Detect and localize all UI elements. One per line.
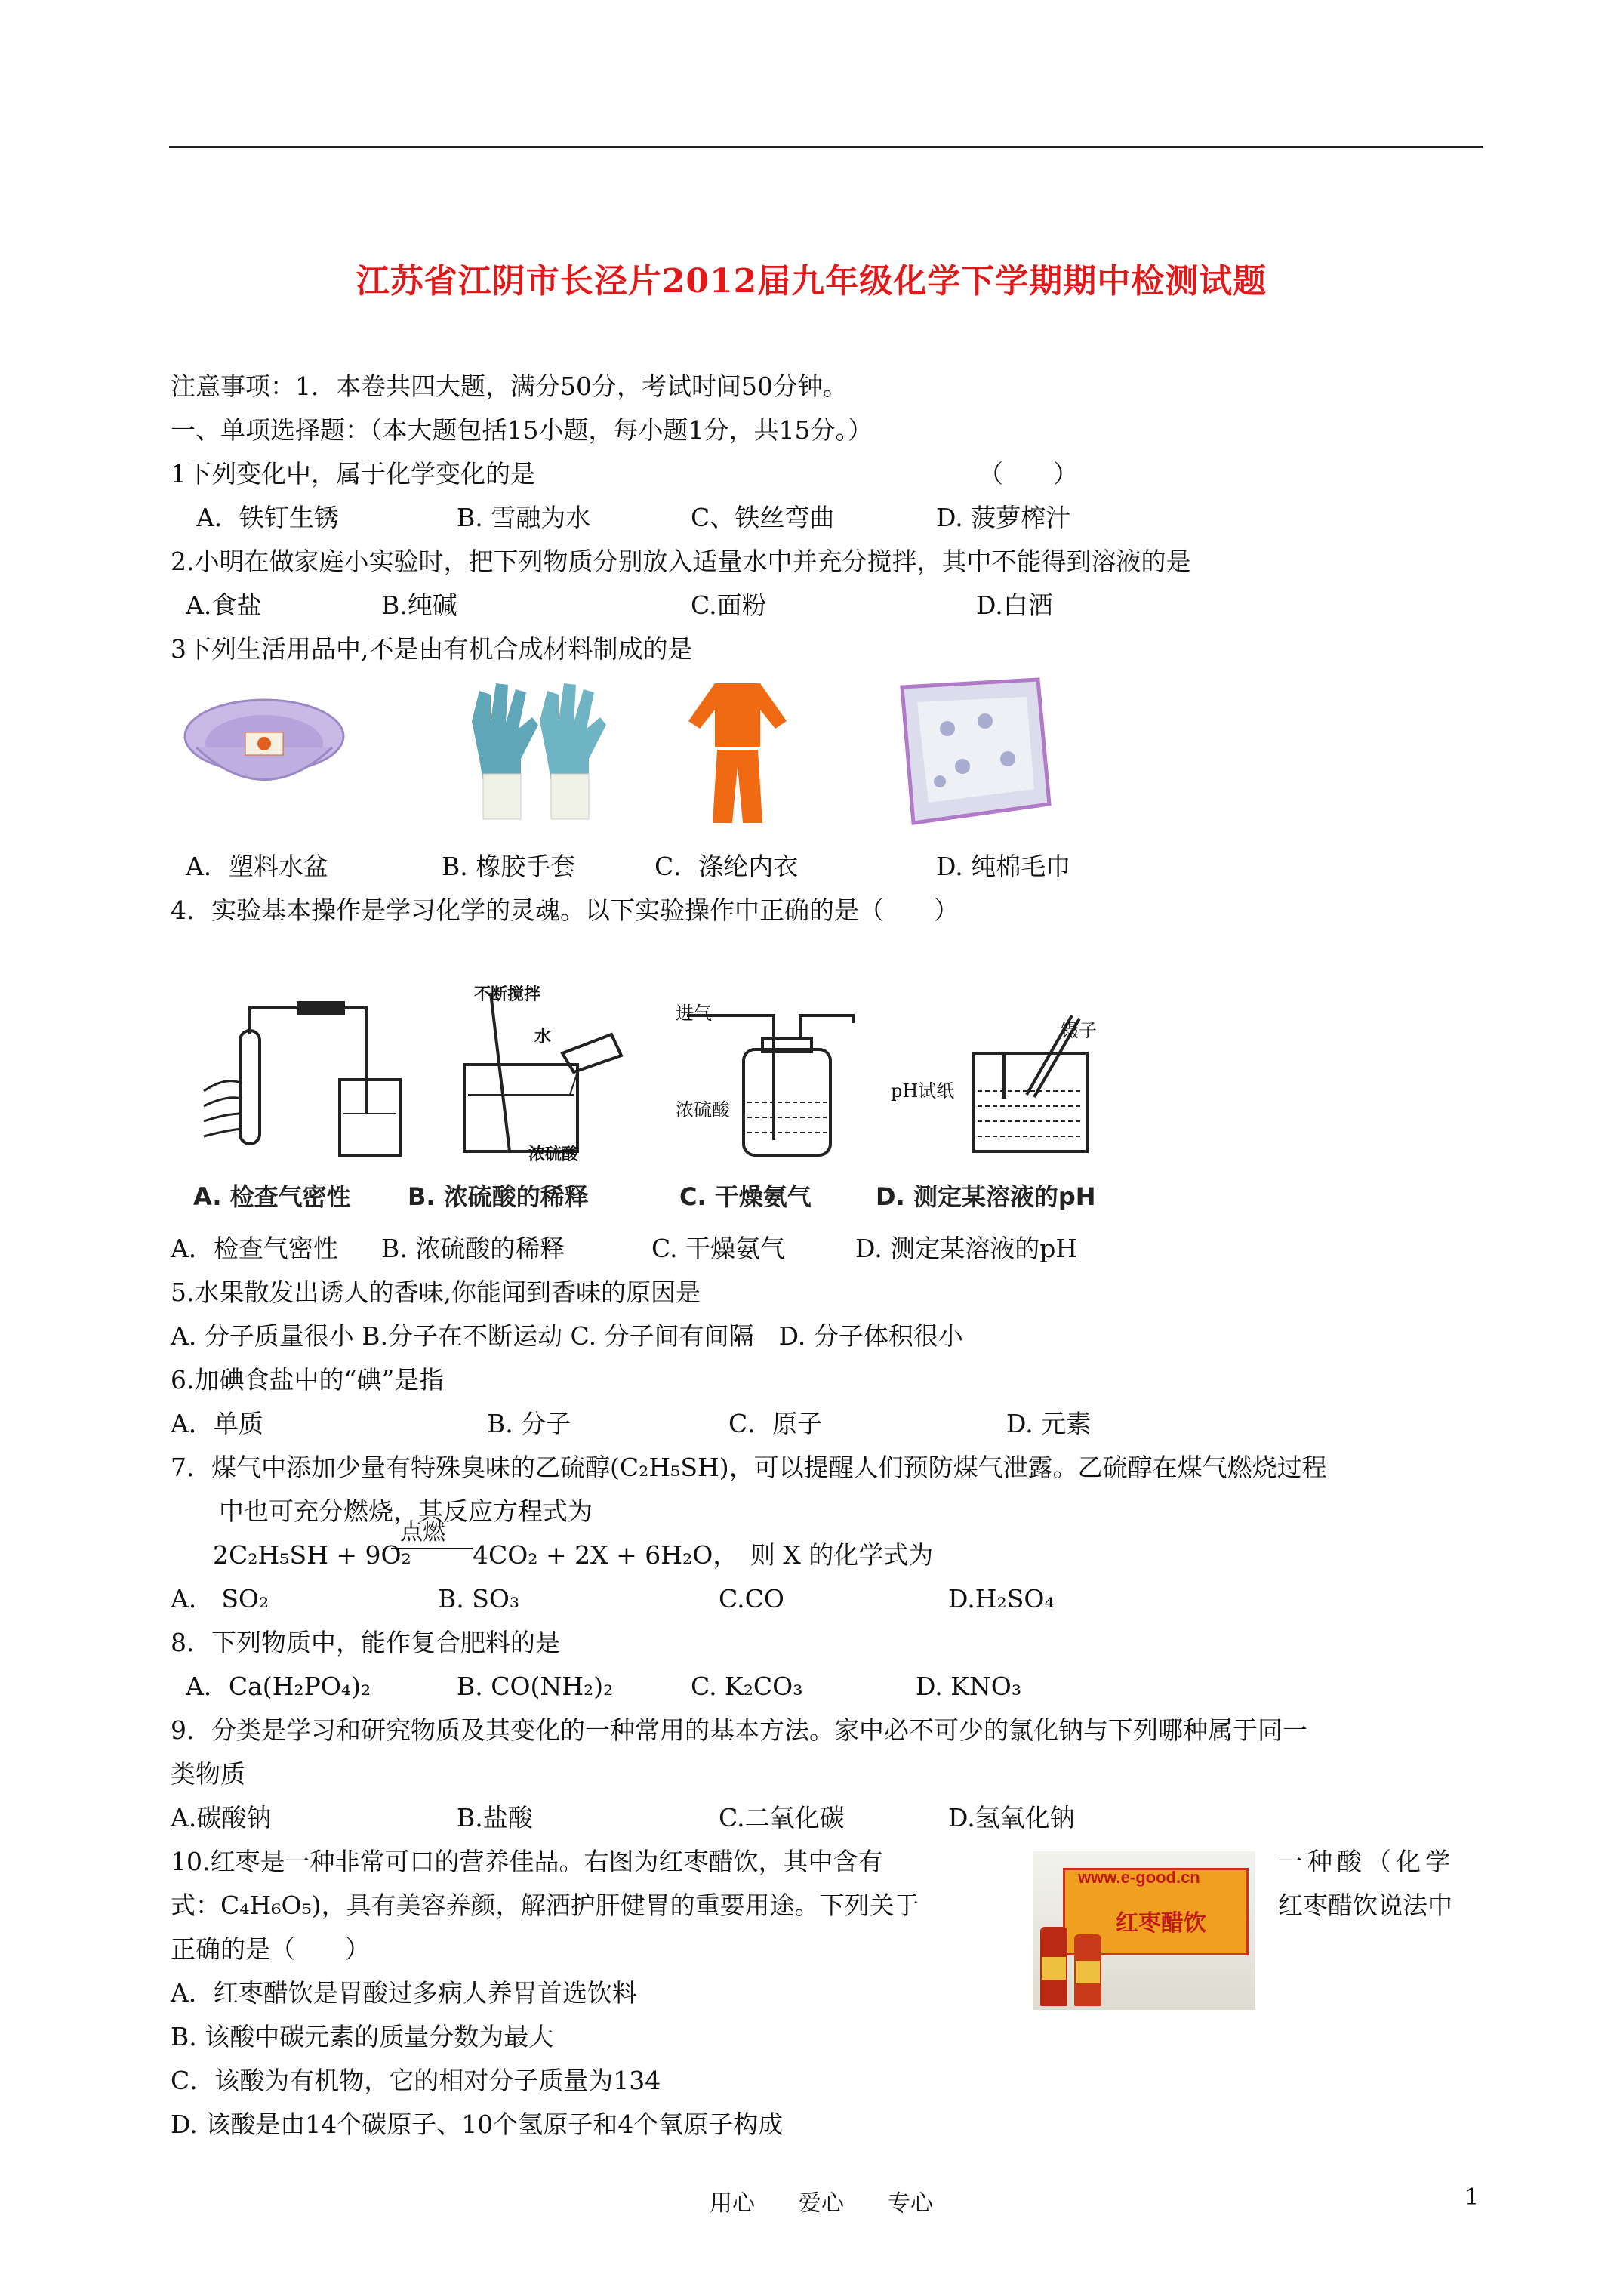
caption-d: D. 测定某溶液的pH: [876, 1182, 1096, 1211]
q6-option-a: A．单质: [171, 1409, 263, 1438]
label-tweezers: 镊子: [1061, 1020, 1097, 1041]
q5-options: A. 分子质量很小 B.分子在不断运动 C. 分子间有间隔 D. 分子体积很小: [171, 1321, 963, 1351]
q10-stem-line1a: 10.红枣是一种非常可口的营养佳品。右图为红枣醋饮，其中含有: [171, 1847, 883, 1876]
q1-option-d: D. 菠萝榨汁: [936, 503, 1071, 532]
label-conc-acid-2: 浓硫酸: [676, 1099, 730, 1120]
caption-a: A. 检查气密性: [193, 1182, 351, 1211]
page-number: 1: [1464, 2184, 1480, 2211]
q10-stem-line1b: 一种酸（化学: [1278, 1847, 1455, 1876]
cotton-towel-image: [887, 676, 1061, 831]
q2-option-a: A.食盐: [186, 590, 262, 620]
label-ph-paper: pH试纸: [891, 1080, 955, 1102]
q1-option-c: C、铁丝弯曲: [691, 503, 835, 532]
q1-option-a: A．铁钉生锈: [196, 503, 339, 532]
q8-option-d: D. KNO₃: [916, 1672, 1022, 1701]
q5-stem: 5.水果散发出诱人的香味,你能闻到香味的原因是: [171, 1277, 701, 1307]
image-logo-text: www.e-good.cn: [1078, 1868, 1200, 1887]
q7-option-c: C.CO: [719, 1584, 784, 1613]
label-gas-in: 进气: [676, 1003, 712, 1024]
image-label-text: 红枣醋饮: [1116, 1910, 1206, 1937]
q7-option-b: B. SO₃: [438, 1584, 520, 1613]
q4-option-a: A．检查气密性: [171, 1234, 338, 1263]
q9-stem-line1: 9．分类是学习和研究物质及其变化的一种常用的基本方法。家中必不可少的氯化钠与下列哪种属于同一: [171, 1715, 1307, 1745]
q10-stem-line2b: 红枣醋饮说法中: [1278, 1891, 1452, 1920]
polyester-underwear-image: [681, 676, 794, 827]
q8-option-c: C. K₂CO₃: [691, 1672, 803, 1701]
q7-condition: 点燃: [400, 1519, 445, 1546]
q4-stem: 4．实验基本操作是学习化学的灵魂。以下实验操作中正确的是（ ）: [171, 895, 959, 925]
q7-equation-right: 4CO₂ + 2X + 6H₂O， 则 X 的化学式为: [473, 1540, 934, 1570]
q7-equation-left: 2C₂H₅SH + 9O₂: [213, 1540, 411, 1570]
q8-option-a: A．Ca(H₂PO₄)₂: [186, 1672, 371, 1701]
page-title: 江苏省江阴市长泾片2012届九年级化学下学期期中检测试题: [356, 262, 1267, 300]
q3-option-d: D. 纯棉毛巾: [936, 852, 1071, 881]
experiment-dilution-diagram: [449, 989, 638, 1159]
plastic-basin-image: [181, 691, 347, 812]
q7-option-d: D.H₂SO₄: [948, 1584, 1055, 1613]
section-heading: 一、单项选择题：（本大题包括15小题，每小题1分，共15分。）: [171, 415, 873, 445]
q6-option-c: C．原子: [728, 1409, 823, 1438]
notice: 注意事项：1．本卷共四大题，满分50分，考试时间50分钟。: [171, 371, 848, 401]
q1-answer-paren: （ ）: [978, 459, 1078, 488]
q10-option-c: C．该酸为有机物，它的相对分子质量为134: [171, 2066, 661, 2095]
footer-text-1: 用心: [710, 2190, 755, 2217]
q3-stem: 3下列生活用品中,不是由有机合成材料制成的是: [171, 634, 693, 664]
label-conc-acid: 浓硫酸: [528, 1145, 579, 1164]
q10-stem-line3: 正确的是（ ）: [171, 1934, 370, 1964]
q6-stem: 6.加碘食盐中的“碘”是指: [171, 1365, 445, 1395]
q7-option-a: A. SO₂: [171, 1584, 269, 1613]
q7-stem-line2: 中也可充分燃烧，其反应方程式为: [219, 1496, 593, 1526]
q10-option-d: D. 该酸是由14个碳原子、10个氢原子和4个氧原子构成: [171, 2110, 784, 2139]
q4-option-b: B. 浓硫酸的稀释: [381, 1234, 565, 1263]
q7-stem-line1: 7．煤气中添加少量有特殊臭味的乙硫醇(C₂H₅SH)，可以提醒人们预防煤气泄露。乙硫醇在煤气燃烧过程: [171, 1453, 1327, 1482]
q6-option-b: B. 分子: [487, 1409, 571, 1438]
q2-option-d: D.白酒: [976, 590, 1053, 620]
q6-option-d: D. 元素: [1006, 1409, 1092, 1438]
q9-option-d: D.氢氧化钠: [948, 1803, 1075, 1832]
q9-option-a: A.碳酸钠: [171, 1803, 272, 1832]
q9-option-c: C.二氧化碳: [719, 1803, 845, 1832]
q10-option-a: A．红枣醋饮是胃酸过多病人养胃首选饮料: [171, 1978, 637, 2008]
q8-stem: 8．下列物质中，能作复合肥料的是: [171, 1628, 560, 1657]
q1-stem: 1下列变化中，属于化学变化的是: [171, 459, 535, 488]
q2-option-c: C.面粉: [691, 590, 767, 620]
footer-text-3: 专心: [888, 2190, 933, 2217]
jujube-vinegar-image: [1033, 1851, 1255, 2010]
rubber-gloves-image: [449, 676, 623, 827]
q10-stem-line2a: 式：C₄H₆O₅)，具有美容养颜，解酒护肝健胃的重要用途。下列关于: [171, 1891, 919, 1920]
footer-text-2: 爱心: [799, 2190, 844, 2217]
header-rule: [169, 146, 1483, 148]
caption-c: C. 干燥氨气: [679, 1182, 812, 1211]
q3-option-c: C．涤纶内衣: [654, 852, 799, 881]
q2-option-b: B.纯碱: [381, 590, 457, 620]
q9-stem-line2: 类物质: [171, 1759, 245, 1789]
q8-option-b: B. CO(NH₂)₂: [457, 1672, 614, 1701]
q1-option-b: B. 雪融为水: [457, 503, 591, 532]
q4-option-d: D. 测定某溶液的pH: [855, 1234, 1078, 1263]
label-water: 水: [534, 1028, 552, 1046]
q3-option-b: B. 橡胶手套: [442, 852, 576, 881]
q3-option-a: A．塑料水盆: [186, 852, 328, 881]
caption-b: B. 浓硫酸的稀释: [408, 1182, 589, 1211]
q2-stem: 2.小明在做家庭小实验时，把下列物质分别放入适量水中并充分搅拌，其中不能得到溶液的是: [171, 547, 1191, 576]
label-stir: 不断搅拌: [474, 985, 541, 1004]
experiment-airtightness-diagram: [196, 1000, 415, 1159]
q4-option-c: C. 干燥氨气: [651, 1234, 786, 1263]
q9-option-b: B.盐酸: [457, 1803, 533, 1832]
q10-option-b: B. 该酸中碳元素的质量分数为最大: [171, 2022, 554, 2051]
